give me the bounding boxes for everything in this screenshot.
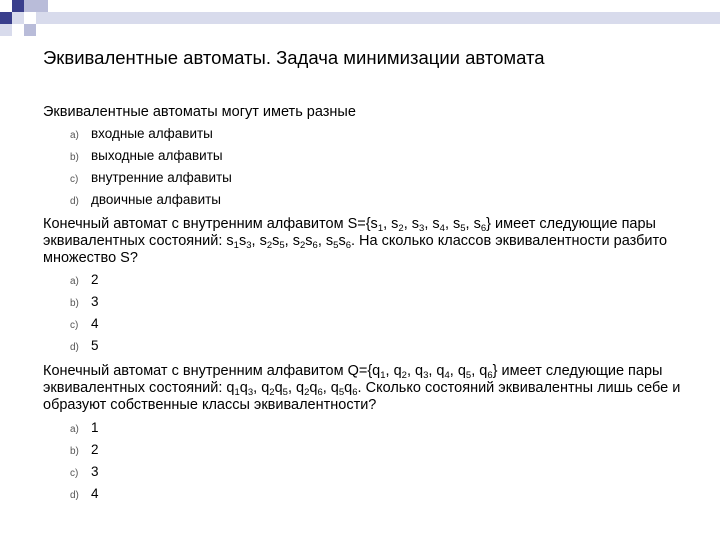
question-text-fragment: , s (383, 216, 399, 232)
question-text-fragment: , s (424, 216, 440, 232)
subscript-index: 6 (480, 223, 487, 234)
option-text: входные алфавиты (91, 126, 213, 141)
question-text-fragment: , q (471, 363, 488, 379)
question-text-fragment: , s (444, 216, 461, 232)
slide-title: Эквивалентные автоматы. Задача минимизации автомата (43, 47, 545, 68)
square-decoration (0, 12, 12, 24)
question-text-fragment: , q (253, 380, 270, 396)
question-3-text (43, 363, 703, 414)
subscript-index: 3 (423, 370, 429, 381)
option-text: 3 (91, 294, 99, 309)
subscript-index: 2 (398, 223, 404, 234)
question-text-fragment: , s (284, 233, 300, 249)
subscript-index: 3 (246, 240, 252, 251)
question-text-fragment: q (239, 380, 248, 396)
subscript-index: 2 (299, 240, 306, 251)
option-text: выходные алфавиты (91, 148, 223, 163)
question-text-fragment: , s (317, 233, 334, 249)
question-text-fragment: Конечный автомат с внутренним алфавитом Q={q (43, 363, 381, 379)
square-decoration (24, 0, 36, 12)
option-letter: b) (70, 152, 79, 163)
decorative-corner-squares (0, 0, 720, 48)
answer-option (70, 464, 99, 486)
option-text: внутренние алфавиты (91, 170, 232, 185)
question-text-fragment: q (344, 380, 353, 396)
question-text-fragment: , s (465, 216, 481, 232)
square-decoration (24, 24, 36, 36)
subscript-index: 5 (333, 240, 339, 251)
option-text: 2 (91, 272, 99, 287)
question-text-fragment: Конечный автомат с внутренним алфавитом S={s (43, 216, 378, 232)
option-letter: a) (70, 276, 79, 287)
square-decoration (36, 0, 48, 12)
answer-option (70, 126, 232, 148)
answer-option (70, 294, 99, 316)
question-2-text (43, 216, 703, 267)
answer-option (70, 272, 99, 294)
question-text-fragment: , q (322, 380, 339, 396)
subscript-index: 6 (317, 387, 323, 398)
question-text-fragment: , s (251, 233, 267, 249)
question-text-fragment: . На сколько классов эквивалентности разбито множество S? (43, 233, 668, 266)
option-letter: d) (70, 342, 79, 353)
question-text-fragment: q (309, 380, 318, 396)
square-decoration (0, 24, 12, 36)
option-text: 1 (91, 420, 99, 435)
question-text-fragment: , q (385, 363, 402, 379)
answer-option (70, 170, 232, 192)
subscript-index: 6 (345, 240, 351, 251)
subscript-index: 1 (380, 370, 386, 381)
option-letter: b) (70, 446, 79, 457)
option-text: 3 (91, 464, 99, 479)
option-letter: c) (70, 320, 79, 331)
answer-option (70, 316, 99, 338)
question-text-fragment: s (305, 233, 313, 249)
subscript-index: 1 (233, 240, 239, 251)
question-text-fragment: , q (287, 380, 305, 396)
question-text-fragment: , q (428, 363, 445, 379)
subscript-index: 5 (282, 387, 288, 398)
subscript-index: 5 (279, 240, 285, 251)
question-text-fragment: } имеет следующие пары эквивалентных состояний: q (43, 363, 663, 396)
subscript-index: 2 (401, 370, 407, 381)
answer-option (70, 148, 232, 170)
answer-option (70, 486, 99, 508)
option-letter: d) (70, 196, 79, 207)
square-decoration (12, 12, 24, 24)
square-decoration (12, 0, 24, 12)
subscript-index: 5 (465, 370, 472, 381)
option-letter: a) (70, 424, 79, 435)
subscript-index: 2 (269, 387, 275, 398)
option-letter: c) (70, 468, 79, 479)
question-2-options (70, 272, 99, 360)
option-text: 4 (91, 316, 99, 331)
option-text: двоичные алфавиты (91, 192, 221, 207)
option-text: 5 (91, 338, 99, 353)
option-letter: d) (70, 490, 79, 501)
subscript-index: 6 (312, 240, 318, 251)
option-letter: c) (70, 174, 79, 185)
subscript-index: 3 (247, 387, 254, 398)
question-text-fragment: s (338, 233, 346, 249)
option-letter: b) (70, 298, 79, 309)
subscript-index: 4 (439, 223, 445, 234)
question-1-options (70, 126, 232, 214)
subscript-index: 4 (444, 370, 450, 381)
answer-option (70, 192, 232, 214)
question-text-fragment: s (272, 233, 280, 249)
option-letter: a) (70, 130, 79, 141)
question-3-options (70, 420, 99, 508)
question-text-fragment: . Сколько состояний эквивалентны лишь себе и образуют собственные классы эквивалентности? (43, 380, 681, 413)
question-text-fragment: , q (406, 363, 424, 379)
subscript-index: 6 (352, 387, 358, 398)
answer-option (70, 420, 99, 442)
subscript-index: 1 (377, 223, 384, 234)
option-text: 2 (91, 442, 99, 457)
subscript-index: 1 (234, 387, 240, 398)
question-1-text: Эквивалентные автоматы могут иметь разные (43, 104, 356, 120)
subscript-index: 6 (487, 370, 493, 381)
question-text-fragment: q (274, 380, 283, 396)
subscript-index: 5 (338, 387, 345, 398)
question-text-fragment: } имеет следующие пары эквивалентных состояний: s (43, 216, 656, 249)
option-text: 4 (91, 486, 99, 501)
header-band (36, 12, 720, 24)
question-text-fragment: , s (403, 216, 420, 232)
subscript-index: 5 (460, 223, 466, 234)
question-text-fragment: , q (449, 363, 466, 379)
subscript-index: 2 (304, 387, 310, 398)
answer-option (70, 442, 99, 464)
subscript-index: 2 (266, 240, 273, 251)
subscript-index: 3 (419, 223, 425, 234)
question-text-fragment: s (238, 233, 247, 249)
answer-option (70, 338, 99, 360)
